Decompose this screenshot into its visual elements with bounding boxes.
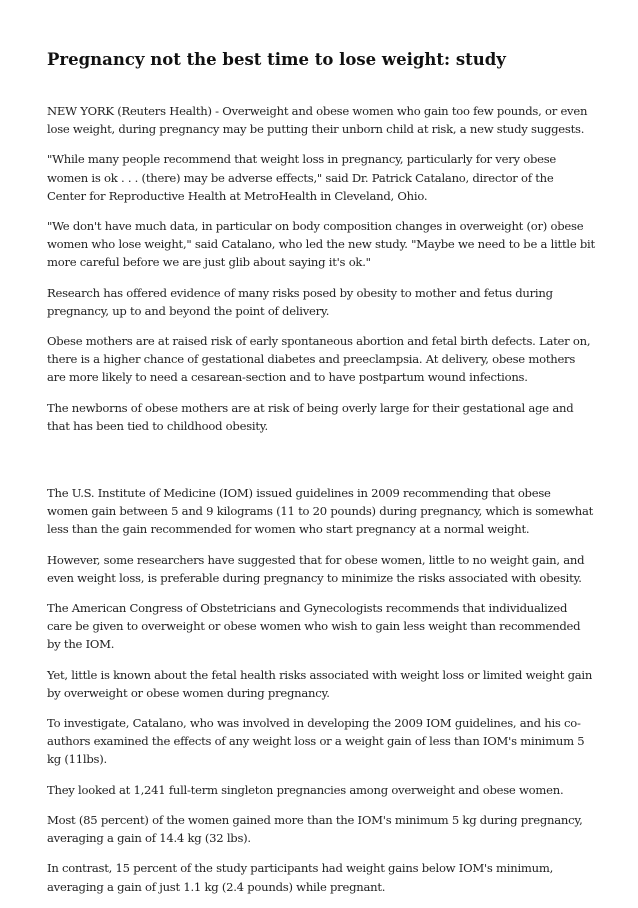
article-paragraph: The newborns of obese mothers are at risk of being overly large for their gestational age and that has been tied to childhood obesity. [47, 400, 574, 433]
article-paragraph: In contrast, 15 percent of the study participants had weight gains below IOM's minimum, averaging a gain of just 1.1 kg (2.4 pounds) while pregnant. [47, 861, 554, 894]
article-paragraph: NEW YORK (Reuters Health) - Overweight and obese women who gain too few pounds, or even lose weight, during pregnancy may be putting their unborn child at risk, a new study suggests. [47, 104, 588, 137]
article-title: Pregnancy not the best time to lose weight: study [47, 50, 506, 69]
document-page [47, 48, 595, 908]
article-paragraph: To investigate, Catalano, who was involved in developing the 2009 IOM guidelines, and his co-authors examined the effects of any weight loss or a weight gain of less than IOM's minimum 5 kg (11lbs). [47, 716, 585, 767]
article-paragraph: "We don't have much data, in particular on body composition changes in overweight (or) obese women who lose weight," said Catalano, who led the new study. "Maybe we need to be a little bit more careful before we are just glib about saying it's ok." [47, 219, 595, 270]
section-spacer [47, 447, 595, 484]
article-paragraph: The American Congress of Obstetricians and Gynecologists recommends that individualized care be given to overweight or obese women who wish to gain less weight than recommended by the IOM. [47, 601, 581, 652]
article-paragraph: Yet, little is known about the fetal health risks associated with weight loss or limited weight gain by overweight or obese women during pregnancy. [47, 667, 593, 700]
article-paragraph: The U.S. Institute of Medicine (IOM) issued guidelines in 2009 recommending that obese women gain between 5 and 9 kilograms (11 to 20 pounds) during pregnancy, which is somewhat less than the gain recommended for women who start pregnancy at a normal weight. [47, 486, 594, 537]
article-paragraph: Obese mothers are at raised risk of early spontaneous abortion and fetal birth defects. Later on, there is a higher chance of gestational diabetes and preeclampsia. At delivery, obese mothers are more likely to need a cesarean-section and to have postpartum wound infections. [47, 334, 591, 385]
article-paragraph: Most (85 percent) of the women gained more than the IOM's minimum 5 kg during pregnancy, averaging a gain of 14.4 kg (32 lbs). [47, 812, 583, 846]
article-paragraph: Research has offered evidence of many risks posed by obesity to mother and fetus during pregnancy, up to and beyond the point of delivery. [47, 285, 553, 318]
article-paragraph: However, some researchers have suggested that for obese women, little to no weight gain, and even weight loss, is preferable during pregnancy to minimize the risks associated with obesity. [47, 552, 585, 585]
article-paragraph: They looked at 1,241 full-term singleton pregnancies among overweight and obese women. [47, 782, 564, 797]
article-paragraph: "While many people recommend that weight loss in pregnancy, particularly for very obese women is ok . . . (there) may be adverse effects," said Dr. Patrick Catalano, director of the Center for Reproductive Health at MetroHealth in Cleveland, Ohio. [47, 152, 557, 203]
